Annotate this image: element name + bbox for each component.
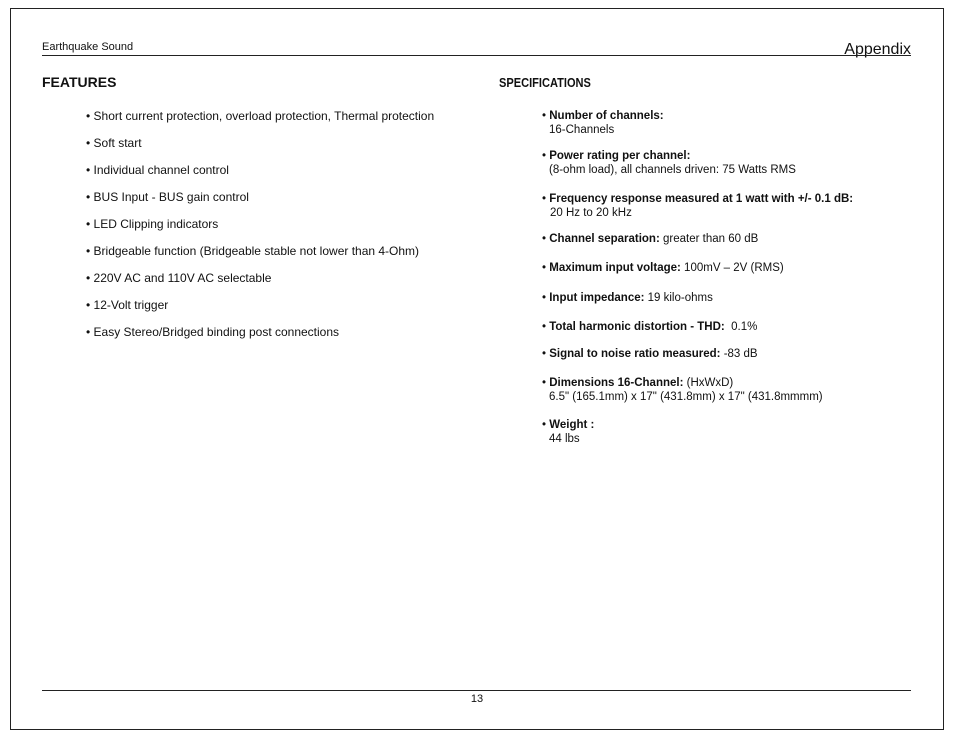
spec-number-of-channels: • Number of channels: 16-Channels xyxy=(542,110,664,136)
spec-channel-separation: • Channel separation: greater than 60 dB xyxy=(542,233,759,245)
brand-name: Earthquake Sound xyxy=(42,41,134,53)
spec-label: Dimensions 16-Channel: xyxy=(549,377,684,389)
spec-max-input-voltage: • Maximum input voltage: 100mV – 2V (RMS) xyxy=(542,262,784,274)
feature-item: • 220V AC and 110V AC selectable xyxy=(86,271,272,285)
spec-label: Number of channels: xyxy=(549,110,664,122)
feature-item: • Easy Stereo/Bridged binding post connections xyxy=(86,325,340,339)
page-number: 13 xyxy=(470,693,484,705)
feature-item: • BUS Input - BUS gain control xyxy=(86,190,249,204)
spec-frequency-response: • Frequency response measured at 1 watt with +/- 0.1 dB: 20 Hz to 20 kHz xyxy=(542,193,854,219)
feature-item: • Individual channel control xyxy=(86,163,229,177)
spec-weight: • Weight : 44 lbs xyxy=(542,419,595,445)
feature-item: • Short current protection, overload protection, Thermal protection xyxy=(86,109,435,123)
spec-value: 0.1% xyxy=(724,321,758,333)
spec-value: 19 kilo-ohms xyxy=(644,292,713,304)
spec-detail: 16-Channels xyxy=(549,124,615,136)
spec-detail: (8-ohm load), all channels driven: 75 Watts RMS xyxy=(549,164,796,176)
spec-power-rating: • Power rating per channel: (8-ohm load), all channels driven: 75 Watts RMS xyxy=(542,150,796,176)
spec-detail: 44 lbs xyxy=(549,433,580,445)
spec-detail: 6.5" (165.1mm) x 17" (431.8mm) x 17" (431.8mmmm) xyxy=(549,391,823,403)
header-rule xyxy=(42,55,911,56)
spec-label: Weight : xyxy=(549,419,595,431)
spec-input-impedance: • Input impedance: 19 kilo-ohms xyxy=(542,292,713,304)
spec-label: Maximum input voltage: xyxy=(549,262,681,274)
spec-label: Total harmonic distortion - THD: xyxy=(549,321,725,333)
spec-value: greater than 60 dB xyxy=(659,233,759,245)
feature-item: • Soft start xyxy=(86,136,142,150)
spec-dimensions: • Dimensions 16-Channel: (HxWxD) 6.5" (165.1mm) x 17" (431.8mm) x 17" (431.8mmmm) xyxy=(542,377,823,403)
section-title: Appendix xyxy=(844,41,911,58)
spec-label: Channel separation: xyxy=(549,233,660,245)
spec-label: Input impedance: xyxy=(549,292,645,304)
spec-label: Power rating per channel: xyxy=(549,150,691,162)
spec-label: Signal to noise ratio measured: xyxy=(549,348,721,360)
specifications-heading: SPECIFICATIONS xyxy=(499,75,591,90)
spec-value: 100mV – 2V (RMS) xyxy=(680,262,784,274)
spec-value: -83 dB xyxy=(720,348,758,360)
features-heading: FEATURES xyxy=(42,74,117,90)
footer-rule xyxy=(42,690,911,691)
feature-item: • Bridgeable function (Bridgeable stable not lower than 4-Ohm) xyxy=(86,244,420,258)
spec-signal-to-noise: • Signal to noise ratio measured: -83 dB xyxy=(542,348,758,360)
features-list xyxy=(86,109,434,352)
spec-label: Frequency response measured at 1 watt with +/- 0.1 dB: xyxy=(549,193,854,205)
spec-value: (HxWxD) xyxy=(683,377,734,389)
spec-thd: • Total harmonic distortion - THD: 0.1% xyxy=(542,321,758,333)
feature-item: • LED Clipping indicators xyxy=(86,217,219,231)
feature-item: • 12-Volt trigger xyxy=(86,298,169,312)
spec-detail: 20 Hz to 20 kHz xyxy=(550,207,632,219)
